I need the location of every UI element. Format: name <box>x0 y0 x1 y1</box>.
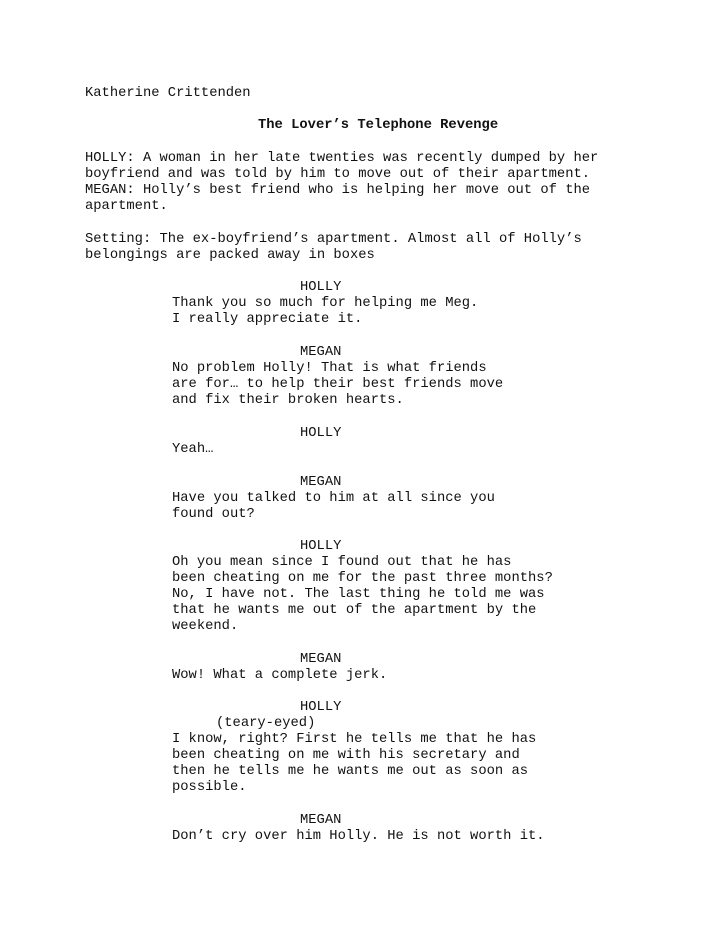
dialogue-line: that he wants me out of the apartment by the <box>172 603 537 618</box>
dialogue-line: Don’t cry over him Holly. He is not worth it. <box>172 829 545 844</box>
dialogue-line: Have you talked to him at all since you <box>172 491 495 506</box>
dialogue-line: been cheating on me for the past three months? <box>172 571 553 586</box>
character-description-line: HOLLY: A woman in her late twenties was recently dumped by her <box>85 151 599 166</box>
dialogue-line: found out? <box>172 507 255 522</box>
dialogue-line: been cheating on me with his secretary and <box>172 748 520 763</box>
dialogue-line: are for… to help their best friends move <box>172 377 504 392</box>
dialogue-line: weekend. <box>172 619 239 634</box>
setting-line: belongings are packed away in boxes <box>85 248 375 263</box>
speaker-name: MEGAN <box>300 813 342 828</box>
dialogue-line: I know, right? First he tells me that he has <box>172 732 537 747</box>
dialogue-line: No problem Holly! That is what friends <box>172 361 487 376</box>
character-description-line: MEGAN: Holly’s best friend who is helping her move out of the <box>85 183 591 198</box>
dialogue-line: and fix their broken hearts. <box>172 393 404 408</box>
speaker-name: MEGAN <box>300 475 342 490</box>
character-description-line: boyfriend and was told by him to move out of their apartment. <box>85 167 591 182</box>
parenthetical: (teary-eyed) <box>216 716 316 731</box>
dialogue-line: then he tells me he wants me out as soon as <box>172 764 529 779</box>
author-name: Katherine Crittenden <box>85 86 251 101</box>
speaker-name: HOLLY <box>300 426 342 441</box>
dialogue-line: Thank you so much for helping me Meg. <box>172 296 479 311</box>
dialogue-line: possible. <box>172 780 247 795</box>
dialogue-line: Wow! What a complete jerk. <box>172 668 388 683</box>
script-title: The Lover’s Telephone Revenge <box>258 118 499 133</box>
dialogue-line: No, I have not. The last thing he told me was <box>172 587 545 602</box>
setting-line: Setting: The ex-boyfriend’s apartment. Almost all of Holly’s <box>85 232 582 247</box>
speaker-name: HOLLY <box>300 700 342 715</box>
dialogue-line: Yeah… <box>172 442 214 457</box>
speaker-name: HOLLY <box>300 280 342 295</box>
speaker-name: MEGAN <box>300 652 342 667</box>
character-description-line: apartment. <box>85 199 168 214</box>
dialogue-line: Oh you mean since I found out that he has <box>172 555 512 570</box>
speaker-name: MEGAN <box>300 345 342 360</box>
speaker-name: HOLLY <box>300 539 342 554</box>
dialogue-line: I really appreciate it. <box>172 312 363 327</box>
